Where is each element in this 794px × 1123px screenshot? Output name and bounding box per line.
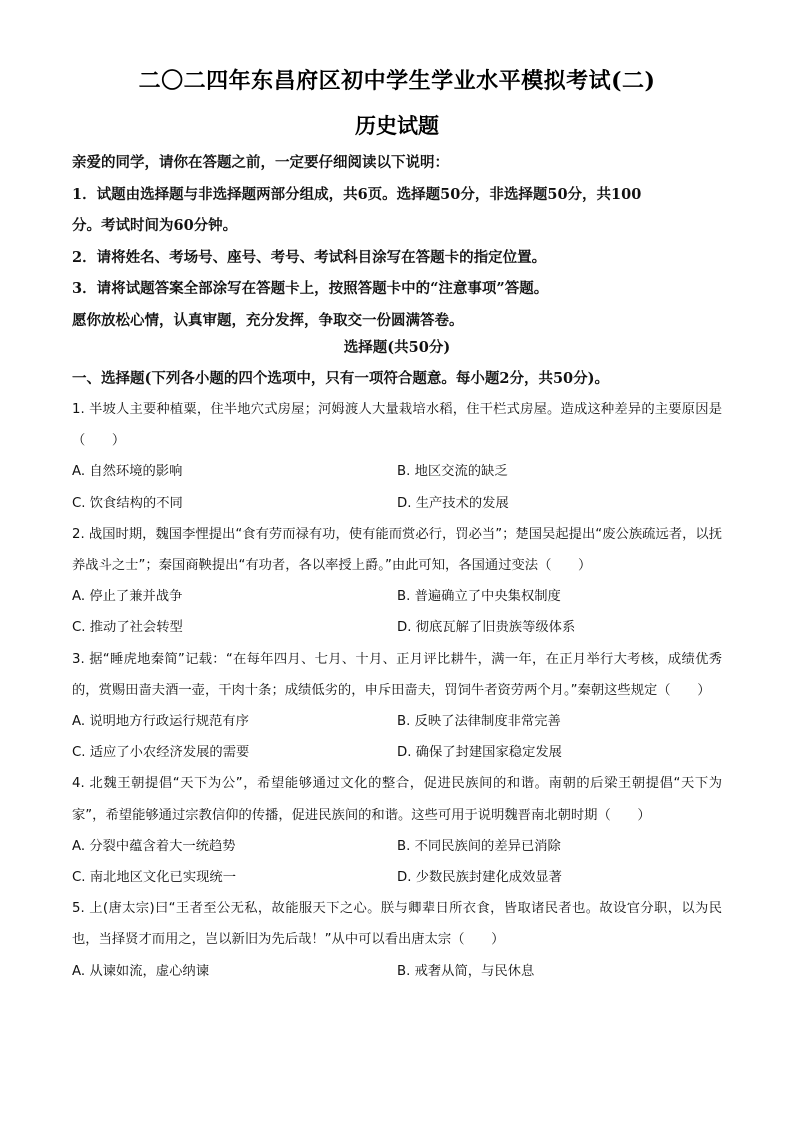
question-3 [72,644,722,769]
instructions-item-1: 1．试题由选择题与非选择题两部分组成，共6页。选择题50分，非选择题50分，共100 [72,185,642,203]
question-stem: 2. 战国时期，魏国李悝提出“食有劳而禄有功，使有能而赏必行，罚必当”；楚国吴起提出“废公族疏远者，以抚养战斗之士”；秦国商鞅提出“有功者，各以率授上爵。”由此可知，各国通过变法（ ） [72,526,722,574]
option-c: C. 适应了小农经济发展的需要 [72,745,250,761]
option-c: C. 饮食结构的不同 [72,495,183,511]
option-b: B. 戒奢从简，与民休息 [397,963,535,979]
option-d: D. 生产技术的发展 [397,495,509,511]
question-stem: 5. 上(唐太宗)曰“王者至公无私，故能服天下之心。朕与卿辈日所衣食，皆取诸民者也。故设官分职，以为民也，当择贤才而用之，岂以新旧为先后哉！”从中可以看出唐太宗（ ） [72,901,722,948]
option-b: B. 地区交流的缺乏 [397,464,508,480]
instructions-item-1-cont: 分。考试时间为60分钟。 [72,217,238,235]
option-b: B. 不同民族间的差异已消除 [397,838,561,854]
part-heading: 一、选择题(下列各小题的四个选项中，只有一项符合题意。每小题2分，共50分)。 [72,370,609,387]
option-b: B. 普遍确立了中央集权制度 [397,589,561,605]
option-a: A. 分裂中蕴含着大一统趋势 [72,838,236,854]
option-d: D. 确保了封建国家稳定发展 [397,745,562,761]
question-stem: 1. 半坡人主要种植粟，住半地穴式房屋；河姆渡人大量栽培水稻，住干栏式房屋。造成这种差异的主要原因是（ ） [72,402,722,449]
question-1 [72,394,722,519]
section-title: 选择题(共50分) [343,339,451,356]
instructions-item-2: 2．请将姓名、考场号、座号、考号、考试科目涂写在答题卡的指定位置。 [72,248,547,266]
question-5 [72,893,722,987]
option-d: D. 少数民族封建化成效显著 [397,870,562,886]
option-a: A. 自然环境的影响 [72,464,183,480]
question-stem: 4. 北魏王朝提倡“天下为公”，希望能够通过文化的整合，促进民族间的和谐。南朝的后梁王朝提倡“天下为家”，希望能够通过宗教信仰的传播，促进民族间的和谐。这些可用于说明魏晋南北朝时期（ ） [72,776,722,823]
question-4 [72,768,722,893]
question-2 [72,519,722,644]
question-list [72,394,722,987]
option-b: B. 反映了法律制度非常完善 [397,714,561,730]
option-d: D. 彻底瓦解了旧贵族等级体系 [397,620,576,636]
instructions [72,147,728,337]
question-stem: 3. 据“睡虎地秦简”记载：“在每年四月、七月、十月、正月评比耕牛，满一年，在正月举行大考核，成绩优秀的，赏赐田啬夫酒一壶，干肉十条；成绩低劣的，申斥田啬夫，罚饲牛者资劳两个月。”秦朝这些规定（ ） [72,651,722,698]
exam-title: 二〇二四年东昌府区初中学生学业水平模拟考试(二) [138,68,656,94]
option-c: C. 南北地区文化已实现统一 [72,870,237,886]
instructions-closing: 愿你放松心情，认真审题，充分发挥，争取交一份圆满答卷。 [72,311,464,329]
option-c: C. 推动了社会转型 [72,620,183,636]
option-a: A. 停止了兼并战争 [72,589,183,605]
option-a: A. 说明地方行政运行规范有序 [72,714,249,730]
instructions-intro: 亲爱的同学，请你在答题之前，一定要仔细阅读以下说明： [72,154,449,171]
subject-title: 历史试题 [355,113,439,138]
option-a: A. 从谏如流，虚心纳谏 [72,963,209,979]
instructions-item-3: 3．请将试题答案全部涂写在答题卡上，按照答题卡中的“注意事项”答题。 [72,280,549,298]
